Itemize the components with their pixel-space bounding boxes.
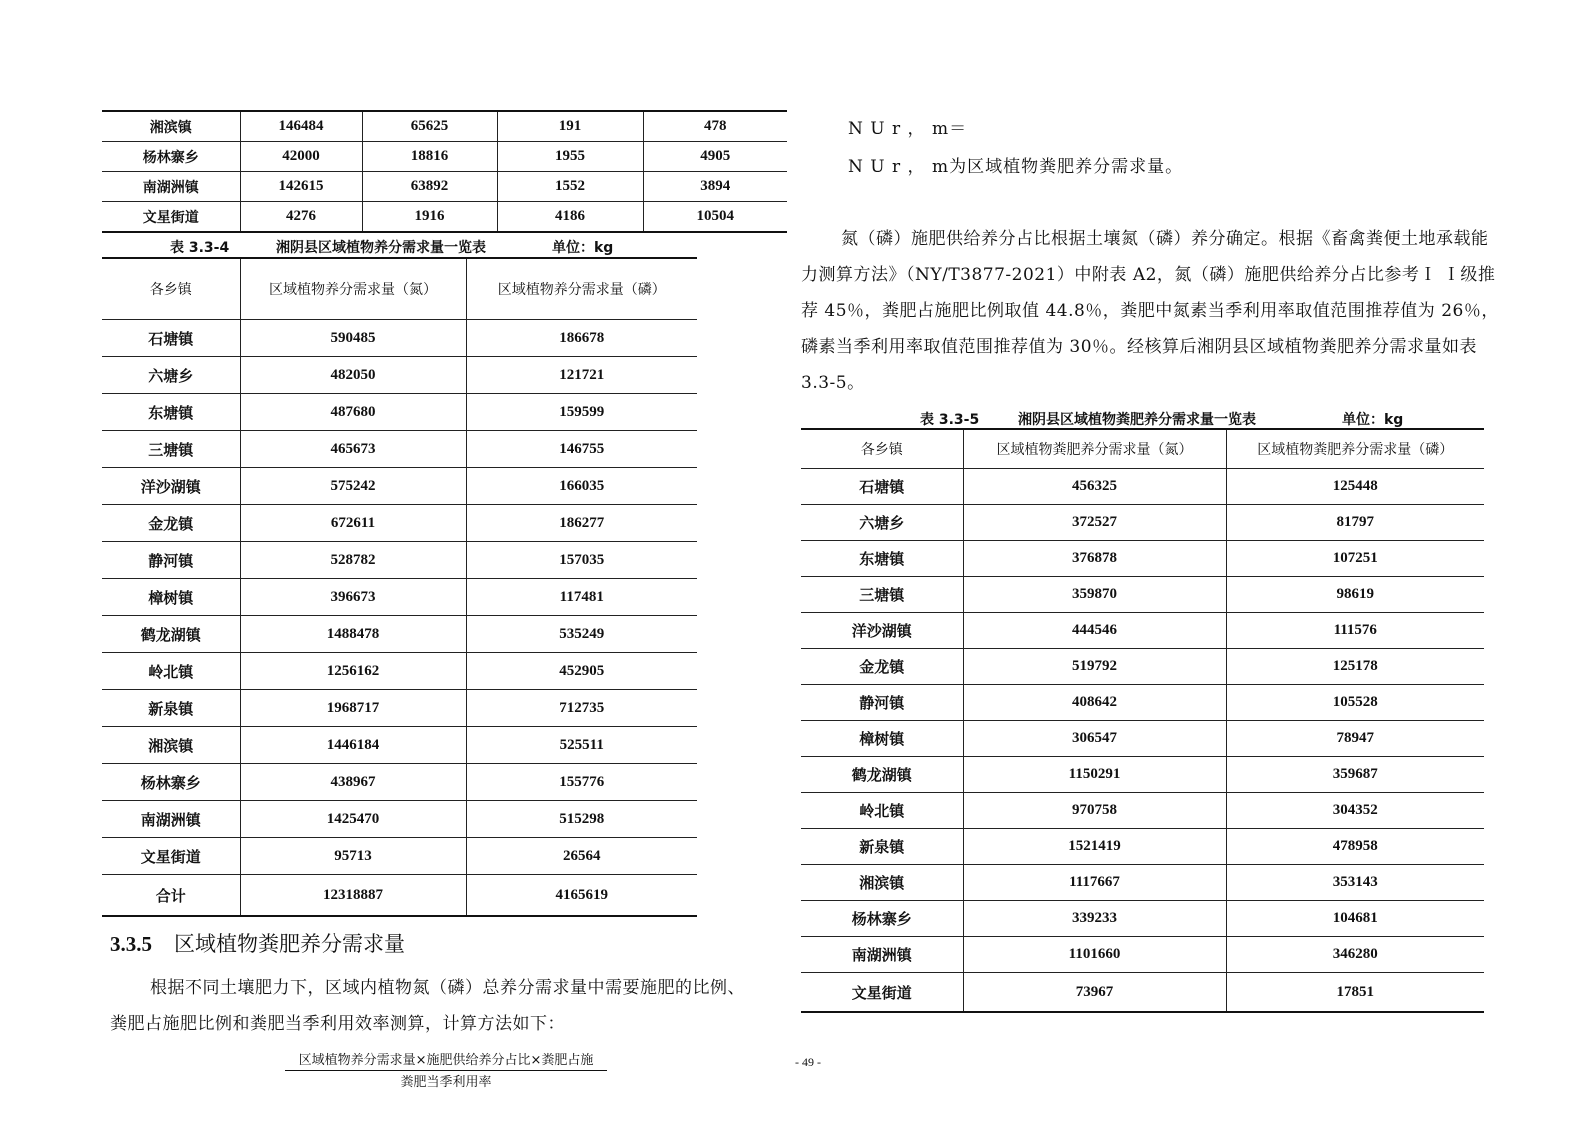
value-cell: 438967 <box>240 764 466 801</box>
value-cell: 1968717 <box>240 690 466 727</box>
value-cell: 353143 <box>1226 865 1484 901</box>
table-row <box>102 468 697 505</box>
table-row <box>801 541 1484 577</box>
section-paragraph <box>110 970 750 1042</box>
township-cell: 湘滨镇 <box>102 727 240 764</box>
value-cell: 525511 <box>466 727 697 764</box>
value-cell: 444546 <box>963 613 1226 649</box>
township-cell: 三塘镇 <box>102 431 240 468</box>
value-cell: 78947 <box>1226 721 1484 757</box>
value-cell: 359870 <box>963 577 1226 613</box>
value-cell: 65625 <box>362 111 497 142</box>
township-cell: 南湖洲镇 <box>102 801 240 838</box>
table-row <box>102 690 697 727</box>
value-cell: 478958 <box>1226 829 1484 865</box>
township-cell: 南湖洲镇 <box>801 937 963 973</box>
township-cell: 文星街道 <box>801 973 963 1013</box>
equation-definition: N U r ， m为区域植物粪肥养分需求量。 <box>848 157 1184 177</box>
table-334-header-row <box>102 258 697 320</box>
table-row <box>102 727 697 764</box>
value-cell: 107251 <box>1226 541 1484 577</box>
value-cell: 1150291 <box>963 757 1226 793</box>
value-cell: 346280 <box>1226 937 1484 973</box>
township-cell: 六塘乡 <box>801 505 963 541</box>
value-cell: 672611 <box>240 505 466 542</box>
value-cell: 339233 <box>963 901 1226 937</box>
table-row <box>102 172 787 202</box>
table-334-body <box>102 320 697 875</box>
table-row <box>102 838 697 875</box>
value-cell: 590485 <box>240 320 466 357</box>
value-cell: 515298 <box>466 801 697 838</box>
value-cell: 121721 <box>466 357 697 394</box>
table-row <box>102 505 697 542</box>
value-cell: 42000 <box>240 142 362 172</box>
table-row <box>801 649 1484 685</box>
value-cell: 17851 <box>1226 973 1484 1013</box>
township-cell: 文星街道 <box>102 838 240 875</box>
township-cell: 杨林寨乡 <box>102 142 240 172</box>
value-cell: 970758 <box>963 793 1226 829</box>
value-cell: 26564 <box>466 838 697 875</box>
value-cell: 376878 <box>963 541 1226 577</box>
value-cell: 456325 <box>963 469 1226 505</box>
value-cell: 4276 <box>240 202 362 233</box>
table-row <box>102 616 697 653</box>
value-cell: 304352 <box>1226 793 1484 829</box>
table-row <box>102 320 697 357</box>
table-335 <box>801 428 1484 1013</box>
table-335-unit: 单位：kg <box>1342 412 1404 428</box>
township-cell: 杨林寨乡 <box>102 764 240 801</box>
value-cell: 1916 <box>362 202 497 233</box>
value-cell: 146755 <box>466 431 697 468</box>
township-cell: 岭北镇 <box>801 793 963 829</box>
value-cell: 408642 <box>963 685 1226 721</box>
table-335-header-row <box>801 429 1484 469</box>
value-cell: 186277 <box>466 505 697 542</box>
value-cell: 452905 <box>466 653 697 690</box>
value-cell: 306547 <box>963 721 1226 757</box>
township-cell: 石塘镇 <box>801 469 963 505</box>
table-335-header-cell: 区域植物粪肥养分需求量（氮） <box>963 429 1226 469</box>
table-row <box>102 542 697 579</box>
value-cell: 535249 <box>466 616 697 653</box>
table-334-total-phosphorus: 4165619 <box>466 875 697 917</box>
value-cell: 104681 <box>1226 901 1484 937</box>
equation-line: N U r ， m＝ <box>848 119 968 139</box>
table-row <box>102 431 697 468</box>
value-cell: 105528 <box>1226 685 1484 721</box>
value-cell: 73967 <box>963 973 1226 1013</box>
table-row <box>801 901 1484 937</box>
township-cell: 新泉镇 <box>102 690 240 727</box>
township-cell: 石塘镇 <box>102 320 240 357</box>
section-paragraph-text: 根据不同土壤肥力下，区域内植物氮（磷）总养分需求量中需要施肥的比例、粪肥占施肥比例和粪肥当季利用效率测算，计算方法如下： <box>110 978 745 1034</box>
value-cell: 155776 <box>466 764 697 801</box>
table-row <box>801 757 1484 793</box>
table-row <box>801 469 1484 505</box>
value-cell: 18816 <box>362 142 497 172</box>
table-row <box>102 142 787 172</box>
value-cell: 4186 <box>497 202 643 233</box>
right-paragraph <box>801 221 1501 401</box>
value-cell: 1488478 <box>240 616 466 653</box>
value-cell: 142615 <box>240 172 362 202</box>
value-cell: 157035 <box>466 542 697 579</box>
continued-table <box>102 110 787 233</box>
table-334 <box>102 257 697 917</box>
table-row <box>801 577 1484 613</box>
value-cell: 4905 <box>643 142 787 172</box>
value-cell: 359687 <box>1226 757 1484 793</box>
table-334-total-nitrogen: 12318887 <box>240 875 466 917</box>
table-row <box>102 801 697 838</box>
value-cell: 575242 <box>240 468 466 505</box>
continued-table-body <box>102 111 787 232</box>
value-cell: 191 <box>497 111 643 142</box>
township-cell: 樟树镇 <box>102 579 240 616</box>
value-cell: 712735 <box>466 690 697 727</box>
table-334-header-cell: 各乡镇 <box>149 282 192 298</box>
township-cell: 文星街道 <box>102 202 240 233</box>
value-cell: 487680 <box>240 394 466 431</box>
value-cell: 478 <box>643 111 787 142</box>
value-cell: 465673 <box>240 431 466 468</box>
table-row <box>102 202 787 233</box>
value-cell: 1256162 <box>240 653 466 690</box>
township-cell: 南湖洲镇 <box>102 172 240 202</box>
value-cell: 159599 <box>466 394 697 431</box>
value-cell: 98619 <box>1226 577 1484 613</box>
table-335-caption <box>920 409 1440 427</box>
value-cell: 3894 <box>643 172 787 202</box>
table-row <box>801 937 1484 973</box>
table-335-title: 湘阴县区域植物粪肥养分需求量一览表 <box>1018 412 1256 428</box>
table-row <box>801 505 1484 541</box>
table-row <box>801 865 1484 901</box>
value-cell: 1955 <box>497 142 643 172</box>
table-334-caption <box>170 237 690 255</box>
table-row <box>801 829 1484 865</box>
table-334-unit: 单位：kg <box>552 240 614 256</box>
formula-denominator: 粪肥当季利用率 <box>400 1075 492 1090</box>
value-cell: 125178 <box>1226 649 1484 685</box>
value-cell: 10504 <box>643 202 787 233</box>
value-cell: 1425470 <box>240 801 466 838</box>
right-paragraph-text: 氮（磷）施肥供给养分占比根据土壤氮（磷）养分确定。根据《畜禽粪便土地承载能力测算方法》（NY/T3877-2021）中附表 A2，氮（磷）施肥供给养分占比参考Ｉ Ｉ级推荐 45％，粪肥占施肥比例取值 44.8％，粪肥中氮素当季利用率取值范围推荐值为 26％，磷素当季利用率取值范围推荐值为 30％。经核算后湘阴县区域植物粪肥养分需求量如表 3.3-5。 <box>801 229 1499 393</box>
table-row <box>102 111 787 142</box>
table-334-header-cell: 区域植物养分需求量（氮） <box>240 258 466 320</box>
township-cell: 静河镇 <box>801 685 963 721</box>
township-cell: 湘滨镇 <box>801 865 963 901</box>
value-cell: 1521419 <box>963 829 1226 865</box>
section-number: 3.3.5 <box>110 932 152 956</box>
value-cell: 125448 <box>1226 469 1484 505</box>
table-335-header-cell: 各乡镇 <box>860 442 903 458</box>
value-cell: 63892 <box>362 172 497 202</box>
value-cell: 81797 <box>1226 505 1484 541</box>
formula-numerator: 区域植物养分需求量×施肥供给养分占比×粪肥占施 <box>285 1049 607 1071</box>
table-335-header-cell: 区域植物粪肥养分需求量（磷） <box>1226 429 1484 469</box>
table-row <box>102 357 697 394</box>
table-row <box>801 793 1484 829</box>
table-335-number: 表 3.3-5 <box>920 412 980 428</box>
value-cell: 396673 <box>240 579 466 616</box>
value-cell: 1101660 <box>963 937 1226 973</box>
township-cell: 金龙镇 <box>102 505 240 542</box>
table-row <box>102 764 697 801</box>
table-334-total-row <box>102 875 697 917</box>
township-cell: 湘滨镇 <box>102 111 240 142</box>
table-row <box>801 613 1484 649</box>
table-334-header-cell: 区域植物养分需求量（磷） <box>466 258 697 320</box>
township-cell: 静河镇 <box>102 542 240 579</box>
table-334-total-label: 合计 <box>102 875 240 917</box>
value-cell: 1446184 <box>240 727 466 764</box>
table-row <box>102 653 697 690</box>
township-cell: 三塘镇 <box>801 577 963 613</box>
table-row <box>801 721 1484 757</box>
value-cell: 95713 <box>240 838 466 875</box>
value-cell: 111576 <box>1226 613 1484 649</box>
township-cell: 鹤龙湖镇 <box>801 757 963 793</box>
township-cell: 金龙镇 <box>801 649 963 685</box>
table-334-number: 表 3.3-4 <box>170 240 230 256</box>
township-cell: 杨林寨乡 <box>801 901 963 937</box>
value-cell: 117481 <box>466 579 697 616</box>
section-title: 区域植物粪肥养分需求量 <box>174 932 405 956</box>
table-row <box>102 579 697 616</box>
table-row <box>801 685 1484 721</box>
table-row <box>801 973 1484 1013</box>
page-number: - 49 - <box>795 1055 821 1069</box>
value-cell: 482050 <box>240 357 466 394</box>
value-cell: 166035 <box>466 468 697 505</box>
value-cell: 1552 <box>497 172 643 202</box>
township-cell: 洋沙湖镇 <box>102 468 240 505</box>
value-cell: 1117667 <box>963 865 1226 901</box>
township-cell: 六塘乡 <box>102 357 240 394</box>
table-334-title: 湘阴县区域植物养分需求量一览表 <box>276 240 486 256</box>
township-cell: 东塘镇 <box>801 541 963 577</box>
value-cell: 528782 <box>240 542 466 579</box>
section-heading <box>110 928 405 958</box>
township-cell: 樟树镇 <box>801 721 963 757</box>
township-cell: 鹤龙湖镇 <box>102 616 240 653</box>
township-cell: 岭北镇 <box>102 653 240 690</box>
value-cell: 186678 <box>466 320 697 357</box>
table-335-body <box>801 469 1484 1013</box>
township-cell: 洋沙湖镇 <box>801 613 963 649</box>
table-row <box>102 394 697 431</box>
value-cell: 519792 <box>963 649 1226 685</box>
township-cell: 东塘镇 <box>102 394 240 431</box>
township-cell: 新泉镇 <box>801 829 963 865</box>
value-cell: 146484 <box>240 111 362 142</box>
value-cell: 372527 <box>963 505 1226 541</box>
